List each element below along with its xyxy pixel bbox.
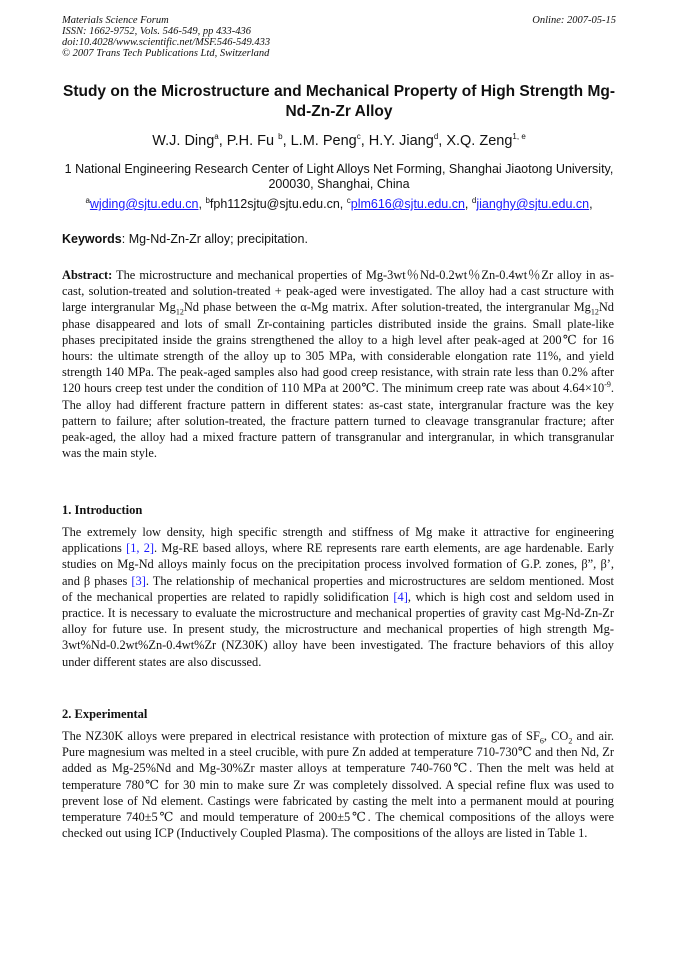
affiliation: 1 National Engineering Research Center of Light Alloys Net Forming, Shanghai Jiaotong University, 200030, Shanghai, China	[64, 162, 614, 191]
body-text: The NZ30K alloys were prepared in electrical resistance with protection of mixture gas of SF	[62, 729, 540, 743]
email-list: $^a$wjding@sjtu.edu.cn, $^b$fph112sjtu@sjtu.edu.cn, $^c$plm616@sjtu.edu.cn, $^d$jianghy@sjtu.edu.cn,	[85, 195, 593, 211]
superscript: -9	[604, 380, 611, 390]
experimental-paragraph	[62, 728, 614, 841]
online-date: Online: 2007-05-15	[532, 15, 616, 26]
author-sup: b	[278, 132, 283, 142]
email-link[interactable]: plm616@sjtu.edu.cn	[350, 197, 465, 211]
author-list	[62, 133, 616, 149]
body-text: and air. Pure magnesium was melted in a steel crucible, with pure Zn added at temperature 710-730℃ and then Nd, Zr added as Mg-25%Nd and Mg-30%Zr master alloys at temperature 740-760℃. Then the melt was held at temperature 780℃ for 30 min to make sure Zr was completely dissolved. A special refine flux was used to prevent lose of Nd element. Castings were fabricated by casting the melt into a permanent mould at pouring temperature 740±5℃ and mould temperature of 200±5℃. The chemical compositions of the alloys were checked out using ICP (Inductively Coupled Plasma). The compositions of the alloys are listed in Table 1.	[62, 729, 614, 841]
author-sup: c	[356, 132, 361, 142]
subscript: 12	[590, 307, 599, 317]
author-sup: 1, e	[512, 132, 526, 142]
paper-title: Study on the Microstructure and Mechanical Property of High Strength Mg-Nd-Zn-Zr Alloy	[62, 83, 615, 120]
introduction-paragraph	[62, 524, 614, 670]
author-name: , X.Q. Zeng	[438, 133, 513, 149]
abstract-text: The microstructure and mechanical properties of Mg-3wt％Nd-0.2wt％Zn-0.4wt％Zr alloy in as-cast, solution-treated and solution-treated + peak-aged were investigated. The alloy had a cast structure with large intergranular Mg	[62, 268, 614, 315]
subscript: 2	[568, 736, 573, 746]
keywords-text: : Mg-Nd-Zn-Zr alloy; precipitation.	[121, 232, 308, 246]
journal-header	[62, 15, 616, 59]
body-text: . The relationship of mechanical properties and microstructures are seldom mentioned. Most of the mechanical properties are related to rapidly solidification	[62, 573, 614, 604]
email-sup: a	[85, 195, 90, 205]
author-sup: a	[214, 132, 219, 142]
author-name: , L.M. Peng	[282, 133, 357, 149]
author-name: , H.Y. Jiang	[360, 133, 434, 149]
email-link[interactable]: wjding@sjtu.edu.cn	[89, 197, 199, 211]
abstract-text: . The alloy had different fracture pattern in different states: as-cast state, intergranular fracture was the key pattern to failure; after solution-treated, the fracture pattern turned to cleavage transgranular fracture; after peak-aged, the alloy had a mixed fracture pattern of transgranular and intergranular, in which transgranular was the main style.	[62, 381, 614, 461]
subscript: 12	[175, 307, 184, 317]
keywords-label: Keywords	[62, 232, 122, 246]
doi-line: doi:10.4028/www.scientific.net/MSF.546-549.433	[62, 37, 271, 48]
email-link[interactable]: jianghy@sjtu.edu.cn	[476, 197, 590, 211]
keywords	[62, 232, 616, 246]
abstract-text: Nd phase between the α-Mg matrix. After solution-treated, the intergranular Mg	[183, 300, 591, 315]
journal-name: Materials Science Forum	[62, 15, 169, 26]
citation-link[interactable]: [3]	[131, 573, 146, 588]
author-sup: d	[433, 132, 439, 142]
email-sup: b	[205, 195, 210, 205]
body-text: , which is high cost and seldom used in practice. It is necessary to evaluate the microstructure and mechanical properties of gravity cast Mg-Nd-Zn-Zr alloy for future use. In present study, the microstructure and mechanical properties of high strength Mg-3wt%Nd-0.2wt%Zn-0.4wt%Zr (NZ30K) alloy have been investigated. The fracture behaviors of this alloy under different states are also discussed.	[62, 589, 614, 669]
abstract-text: Nd phase disappeared and lots of small Zr-containing particles distributed inside the grains. Small plate-like phases precipitated inside the grains strengthened the alloy to a high level after peak-aged at 200℃ for 16 hours: the ultimate strength of the alloy up to 305 MPa, with considerable elongation rate 11%, and yield strength 140 MPa. The peak-aged samples also had good creep resistance, with strain rate less than 0.2% after 120 hours creep test under the condition of 110 MPa at 200℃. The minimum creep rate was about 4.64×10	[62, 300, 614, 396]
citation-link[interactable]: [4]	[393, 589, 408, 604]
section-heading-introduction: 1. Introduction	[62, 503, 143, 517]
section-heading-experimental: 2. Experimental	[62, 707, 148, 721]
body-text: , CO	[543, 729, 569, 743]
citation-link[interactable]: [1, 2]	[126, 541, 155, 556]
subscript: 6	[539, 736, 544, 746]
email-sup: d	[471, 195, 477, 205]
abstract-paragraph	[62, 267, 614, 461]
abstract-label: Abstract:	[62, 268, 113, 282]
copyright-line: © 2007 Trans Tech Publications Ltd, Switzerland	[62, 48, 270, 59]
body-text: The extremely low density, high specific strength and stiffness of Mg make it attractive for engineering applications	[62, 525, 614, 556]
author-name: W.J. Ding	[152, 133, 215, 149]
body-text: . Mg-RE based alloys, where RE represents rare earth elements, are age hardenable. Early studies on Mg-Nd alloys mainly focus on the precipitation process involved formation of G.P. zones, β”, β’, and β phases	[62, 541, 614, 588]
author-name: , P.H. Fu	[218, 133, 279, 149]
email-sup: c	[346, 195, 351, 205]
issn-line: ISSN: 1662-9752, Vols. 546-549, pp 433-436	[62, 26, 251, 37]
email-text: fph112sjtu@sjtu.edu.cn	[209, 197, 340, 211]
